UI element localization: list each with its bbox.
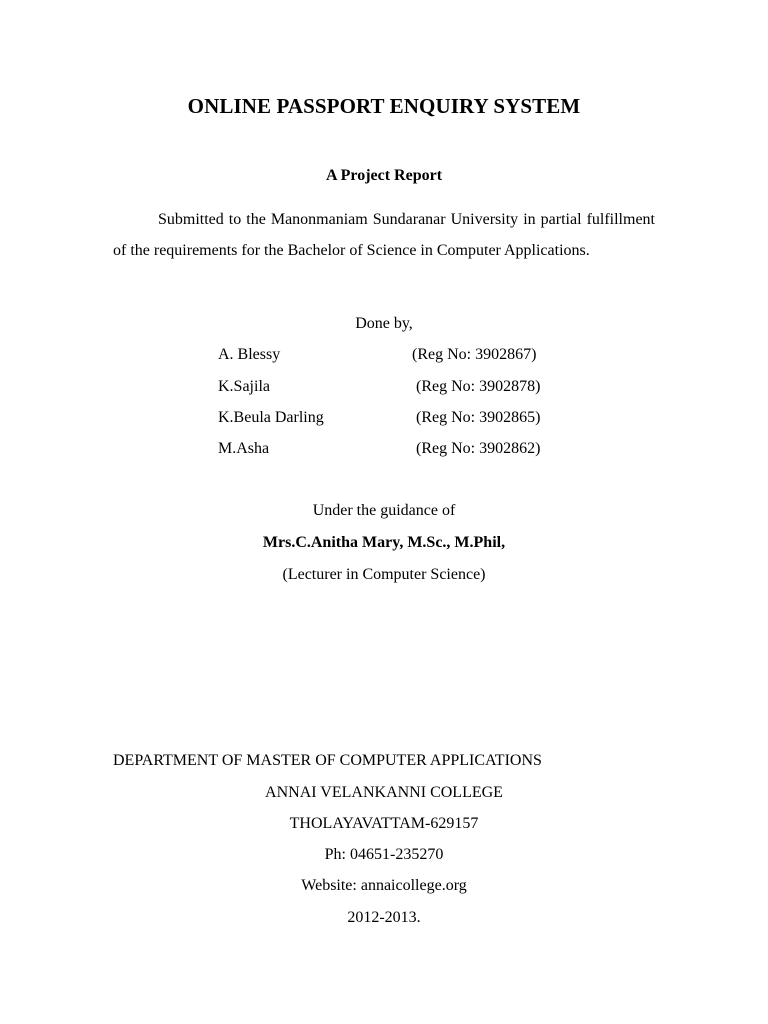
college-website: Website: annaicollege.org	[301, 877, 467, 894]
report-title: ONLINE PASSPORT ENQUIRY SYSTEM	[187, 94, 581, 118]
submission-paragraph: Submitted to the Manonmaniam Sundaranar University in partial fulfillment of the requirements for the Bachelor of Science in Computer Applications.	[113, 211, 655, 259]
member-name: K.Sajila	[218, 378, 270, 395]
member-name: A. Blessy	[218, 346, 281, 363]
done-by-label: Done by,	[355, 315, 413, 332]
team-member-row	[0, 345, 768, 369]
guide-name: Mrs.C.Anitha Mary, M.Sc., M.Phil,	[262, 534, 506, 551]
guide-role: (Lecturer in Computer Science)	[282, 566, 486, 583]
report-subtitle: A Project Report	[325, 167, 443, 184]
member-reg-no: (Reg No: 3902878)	[416, 378, 541, 395]
academic-year: 2012-2013.	[347, 909, 421, 926]
member-name: K.Beula Darling	[218, 409, 324, 426]
college-place: THOLAYAVATTAM-629157	[289, 815, 479, 832]
member-name: M.Asha	[218, 440, 270, 457]
member-reg-no: (Reg No: 3902865)	[416, 409, 541, 426]
team-member-row	[0, 377, 768, 401]
college-phone: Ph: 04651-235270	[324, 846, 444, 863]
department-name: DEPARTMENT OF MASTER OF COMPUTER APPLICATIONS	[113, 752, 542, 769]
team-member-row	[0, 408, 768, 432]
guidance-label: Under the guidance of	[312, 502, 456, 519]
member-reg-no: (Reg No: 3902867)	[412, 346, 537, 363]
college-name: ANNAI VELANKANNI COLLEGE	[265, 784, 503, 801]
member-reg-no: (Reg No: 3902862)	[416, 440, 541, 457]
team-member-row	[0, 439, 768, 463]
